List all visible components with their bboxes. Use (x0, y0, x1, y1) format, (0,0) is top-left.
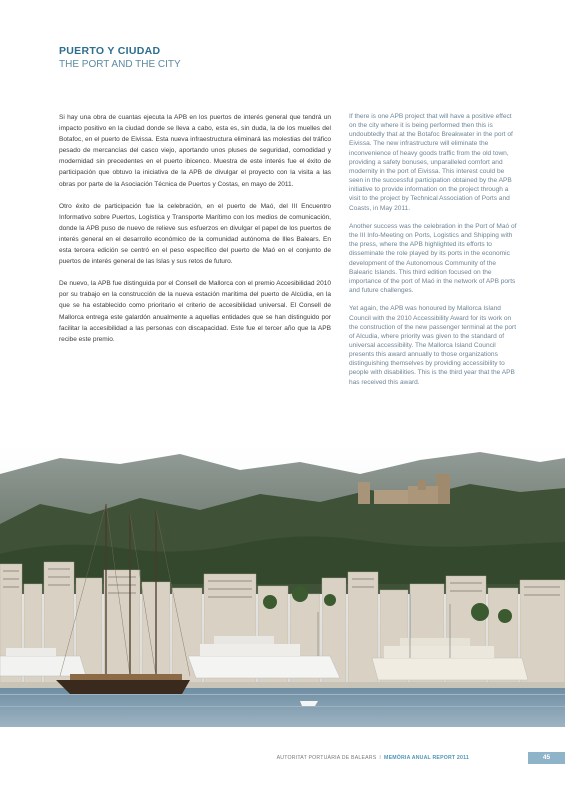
footer-org: AUTORITAT PORTUÀRIA DE BALEARS (276, 755, 377, 761)
paragraph-es-2: Otro éxito de participación fue la celebración, en el puerto de Maó, del III Encuentro Informativo sobre Puertos, Logística y Transporte Marítimo con los medios de comunicación, donde la APB puso de nuevo de relieve sus esfuerzos en divulgar el papel de los puertos de interés general en el desarrollo económico de la comunidad autónoma de Illes Balears. En esta tercera edición se centró en el peso específico del puerto de Maó en el conjunto de puertos de interés general de las Islas y sus retos de futuro. (59, 202, 331, 266)
footer-text (277, 755, 469, 761)
paragraph-es-3: De nuevo, la APB fue distinguida por el Consell de Mallorca con el premio Accesibilidad 2010 por su trabajo en la construcción de la nueva estación marítima del puerto de Alcúdia, en la que se ha establecido como prioritario el criterio de accesibilidad universal. El Consell de Mallorca entrega este galardón anualmente a aquellas entidades que se han distinguido por facilitar la accesibilidad a las personas con discapacidad. Este fue el tercer año que la APB recibe este premio. (59, 280, 331, 343)
paragraph-en-3: Yet again, the APB was honoured by Mallorca Island Council with the 2010 Accessibility Award for its work on the construction of the new passenger terminal at the port of Alcudia, where priority was given to the standard of universal accessibility. The Mallorca Island Council presents this award annually to those organizations distinguishing themselves by providing accessibility to people with disabilities. This is the third year that the APB has received this award. (349, 305, 517, 386)
paragraph-en-2: Another success was the celebration in the Port of Maó of the III Info-Meeting on Ports, Logistics and Shipping with the press, where the APB highlighted its efforts to disseminate the role played by its ports in the economic development of the Autonomous Community of the Balearic Islands. This third edition focused on the importance of the port of Maó in the network of APB ports and future challenges. (349, 222, 517, 294)
paragraph-en-1: If there is one APB project that will have a positive effect on the city where it is being performed then this is undoubtedly that at the Botafoc Breakwater in the port of Eivissa. The new infrastructure will eliminate the inconvenience of heavy goods traffic from the old town, providing a safety bonuses, unparalleled comfort and modernity in the port of Eivissa. This interest could be seen in the successful participation obtained by the APB initiative to provide information on the project through a visit to the project by Technical Association of Ports and Coasts, in May 2011. (349, 113, 513, 212)
footer-separator: I (379, 755, 382, 761)
page-number: 45 (528, 752, 565, 764)
spanish-column (59, 112, 331, 356)
english-column (349, 112, 519, 396)
footer-report: MEMÒRIA ANUAL REPORT 2011 (384, 755, 469, 761)
port-city-photo (0, 444, 565, 727)
page-footer (0, 752, 565, 764)
paragraph-es-1: Si hay una obra de cuantas ejecuta la APB en los puertos de interés general que tendrá un impacto positivo en la ciudad donde se lleva a cabo, esta es, sin duda, la de los muelles del Botafoc, en el puerto de Eivissa. Esta nueva infraestructura eliminará las molestias del tráfico pesado de mercancías del casco viejo, aportando unos pluses de seguridad, comodidad y modernidad sin precedentes en el puerto ibicenco. Muestra de este interés fue el éxito de participación que obtuvo la iniciativa de la APB de divulgar el proyecto con la visita a las obras por parte de la Asociación Técnica de Puertos y Costas, en mayo de 2011. (59, 114, 331, 188)
section-title-es: PUERTO Y CIUDAD (59, 45, 161, 57)
section-title-en: THE PORT AND THE CITY (59, 59, 181, 70)
section-header (59, 45, 359, 71)
